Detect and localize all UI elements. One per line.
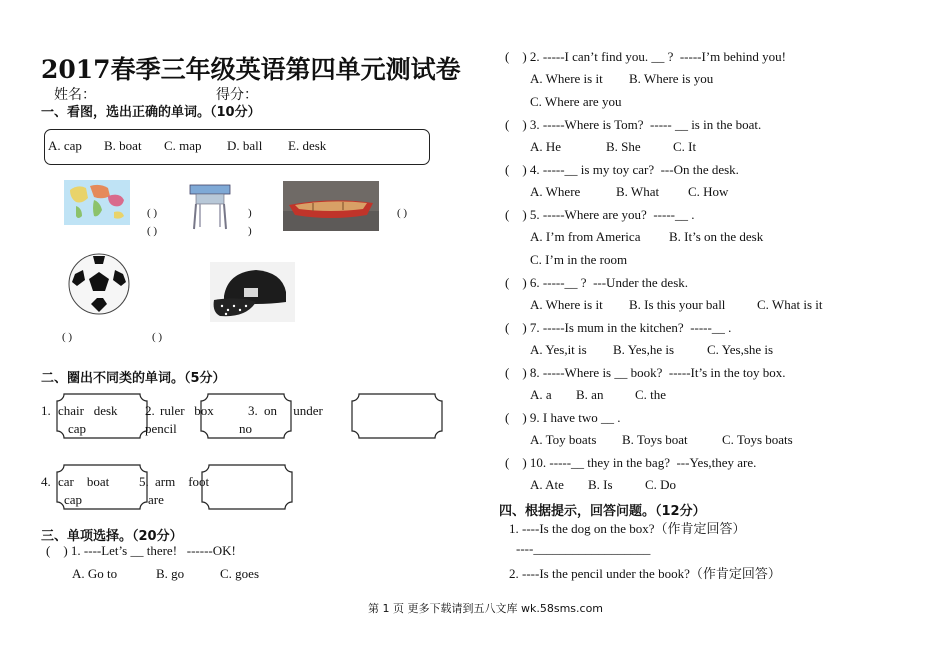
item-words-line2: cap bbox=[68, 421, 87, 436]
answer-paren-close: ) bbox=[248, 207, 252, 219]
item-words-line2: no bbox=[239, 421, 252, 436]
word-option: E. desk bbox=[288, 138, 327, 153]
question-option: A. a bbox=[530, 387, 552, 402]
question-option: A. Go to bbox=[72, 566, 118, 581]
question-option: B. What bbox=[616, 184, 660, 199]
answer-line: ----__________________ bbox=[516, 541, 651, 556]
item-words-line1: arm foot bbox=[155, 474, 210, 489]
item-number: 2. bbox=[145, 403, 155, 418]
item-number: 5. bbox=[139, 474, 149, 489]
word-option: D. ball bbox=[227, 138, 263, 153]
question-stem: ( ) 10. -----__ they in the bag? ---Yes,they are. bbox=[505, 455, 757, 470]
score-label: 得分： bbox=[216, 87, 258, 103]
page-title: 2017春季三年级英语第四单元测试卷 bbox=[41, 55, 461, 84]
question-option: C. the bbox=[635, 387, 667, 402]
answer-paren: ( ) bbox=[397, 207, 408, 219]
item-words-line1: on under bbox=[264, 403, 323, 418]
question-stem: ( ) 2. -----I can’t find you. __ ? -----I’m behind you! bbox=[505, 49, 786, 64]
question-option: B. Where is you bbox=[629, 71, 714, 86]
question-option: A. Where is it bbox=[530, 71, 603, 86]
question-stem: ( ) 7. -----Is mum in the kitchen? -----__ . bbox=[505, 320, 732, 335]
item-words-line2: are bbox=[148, 492, 164, 507]
question-option: C. I’m in the room bbox=[530, 252, 628, 267]
item-words-line1: car boat bbox=[58, 474, 110, 489]
name-label: 姓名： bbox=[54, 87, 96, 103]
answer-paren: ( ) bbox=[62, 331, 73, 343]
world-map-image bbox=[64, 180, 130, 225]
word-option: C. map bbox=[164, 138, 202, 153]
question-stem: ( ) 4. -----__ is my toy car? ---On the desk. bbox=[505, 162, 739, 177]
question-option: C. How bbox=[688, 184, 729, 199]
circle-box bbox=[201, 464, 294, 511]
word-option: B. boat bbox=[104, 138, 142, 153]
question-stem: ( ) 5. -----Where are you? -----__ . bbox=[505, 207, 695, 222]
section4-heading: 四、根据提示，回答问题。（12分） bbox=[499, 504, 706, 519]
question-option: C. Toys boats bbox=[722, 432, 793, 447]
question-option: A. Where bbox=[530, 184, 581, 199]
school-desk-image bbox=[188, 183, 232, 231]
question-stem: ( ) 1. ----Let’s __ there! ------OK! bbox=[46, 543, 236, 558]
question-stem: ( ) 6. -----__ ? ---Under the desk. bbox=[505, 275, 689, 290]
question-option: B. Yes,he is bbox=[613, 342, 675, 357]
question-option: A. Yes,it is bbox=[530, 342, 587, 357]
question-option: C. What is it bbox=[757, 297, 823, 312]
answer-paren-close: ) bbox=[248, 225, 252, 237]
question-option: A. He bbox=[530, 139, 562, 154]
cap-image bbox=[210, 262, 295, 322]
question-option: C. Where are you bbox=[530, 94, 622, 109]
question-option: A. Toy boats bbox=[530, 432, 597, 447]
answer-paren: ( ) bbox=[152, 331, 163, 343]
soccer-ball-image bbox=[67, 252, 131, 316]
page-footer: 第 1 页 更多下载请到五八文库 wk.58sms.com bbox=[368, 602, 604, 615]
section1-heading: 一、看图，选出正确的单词。（10分） bbox=[41, 105, 261, 120]
question-option: C. Do bbox=[645, 477, 677, 492]
item-words-line2: cap bbox=[64, 492, 83, 507]
question-option: A. I’m from America bbox=[530, 229, 641, 244]
item-words-line1: ruler box bbox=[160, 403, 214, 418]
section4-question: 2. ----Is the pencil under the book?（作肯定回答） bbox=[509, 566, 781, 581]
question-option: B. Is this your ball bbox=[629, 297, 726, 312]
answer-paren: ( ) bbox=[147, 207, 158, 219]
question-option: B. It’s on the desk bbox=[669, 229, 764, 244]
question-option: B. Is bbox=[588, 477, 613, 492]
question-option: B. Toys boat bbox=[622, 432, 688, 447]
question-stem: ( ) 3. -----Where is Tom? ----- __ is in the boat. bbox=[505, 117, 762, 132]
item-number: 1. bbox=[41, 403, 51, 418]
question-option: A. Ate bbox=[530, 477, 564, 492]
question-option: B. She bbox=[606, 139, 641, 154]
item-number: 3. bbox=[248, 403, 258, 418]
question-option: B. go bbox=[156, 566, 185, 581]
answer-paren: ( ) bbox=[147, 225, 158, 237]
question-option: A. Where is it bbox=[530, 297, 603, 312]
question-stem: ( ) 8. -----Where is __ book? -----It’s in the toy box. bbox=[505, 365, 786, 380]
section2-heading: 二、圈出不同类的单词。（5分） bbox=[41, 371, 226, 386]
question-stem: ( ) 9. I have two __ . bbox=[505, 410, 621, 425]
section3-heading: 三、单项选择。（20分） bbox=[41, 529, 183, 544]
item-words-line2: pencil bbox=[145, 421, 177, 436]
boat-image bbox=[283, 181, 379, 231]
question-option: C. goes bbox=[220, 566, 259, 581]
item-number: 4. bbox=[41, 474, 51, 489]
item-words-line1: chair desk bbox=[58, 403, 118, 418]
circle-box bbox=[351, 393, 444, 440]
question-option: C. Yes,she is bbox=[707, 342, 774, 357]
question-option: C. It bbox=[673, 139, 697, 154]
word-bank-box bbox=[44, 129, 430, 165]
word-option: A. cap bbox=[48, 138, 82, 153]
section4-question: 1. ----Is the dog on the box?（作肯定回答） bbox=[509, 521, 746, 536]
question-option: B. an bbox=[576, 387, 604, 402]
